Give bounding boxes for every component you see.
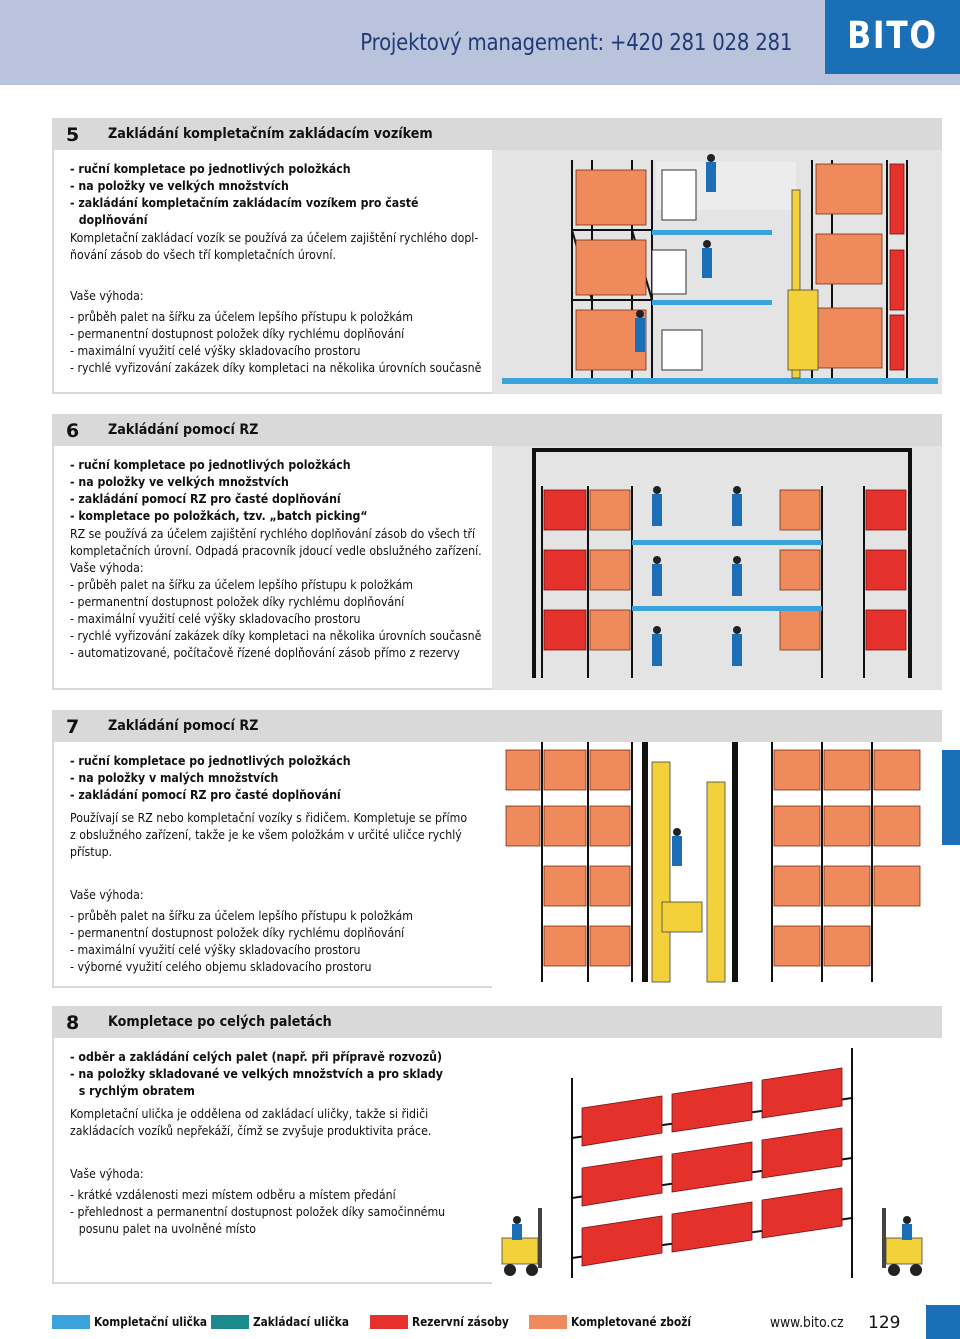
section-title: Zakládání pomocí RZ bbox=[108, 718, 259, 734]
section-number: 8 bbox=[66, 1012, 80, 1034]
advantage-label: Vaše výhoda: bbox=[70, 887, 144, 902]
bullet-line: - kompletace po položkách, tzv. „batch picking“ bbox=[70, 508, 368, 523]
advantage-line: - přehlednost a permanentní dostupnost položek díky samočinnému bbox=[70, 1204, 446, 1219]
bullet-line: - zakládání pomocí RZ pro časté doplňování bbox=[70, 787, 341, 802]
section-number: 7 bbox=[66, 716, 80, 738]
section-text bbox=[70, 1048, 446, 1237]
advantage-label: Vaše výhoda: bbox=[70, 560, 144, 575]
description-line: ňování zásob do všech tří kompletačních úrovní. bbox=[70, 247, 336, 262]
advantage-line: - permanentní dostupnost položek díky rychlému doplňování bbox=[70, 594, 405, 609]
description-line: Používají se RZ nebo kompletační vozíky s řidičem. Kompletuje se přímo bbox=[70, 810, 468, 825]
section-text bbox=[70, 160, 482, 376]
description-line: Kompletační ulička je oddělena od zakládací uličky, takže si řidiči bbox=[70, 1106, 429, 1121]
section-title: Zakládání pomocí RZ bbox=[108, 422, 259, 438]
bullet-line: - ruční kompletace po jednotlivých položkách bbox=[70, 457, 351, 472]
section-title: Zakládání kompletačním zakládacím vozíkem bbox=[108, 126, 433, 142]
advantage-line: - maximální využití celé výšky skladovacího prostoru bbox=[70, 942, 361, 957]
advantage-line: - průběh palet na šířku za účelem lepšího přístupu k položkám bbox=[70, 577, 413, 592]
section-number: 6 bbox=[66, 420, 80, 442]
illustration-panel bbox=[492, 1038, 942, 1284]
legend-label: Rezervní zásoby bbox=[412, 1315, 509, 1329]
advantage-label: Vaše výhoda: bbox=[70, 1166, 144, 1181]
illustration-panel bbox=[492, 446, 942, 690]
description-line: kompletačních úrovní. Odpadá pracovník jdoucí vedle obslužného zařízení. bbox=[70, 543, 482, 558]
illustration-order-picker-trolley bbox=[492, 150, 942, 394]
advantage-line: - průběh palet na šířku za účelem lepšího přístupu k položkám bbox=[70, 309, 413, 324]
section-6 bbox=[52, 414, 942, 690]
bullet-line: - ruční kompletace po jednotlivých položkách bbox=[70, 161, 351, 176]
page-footer bbox=[0, 1305, 960, 1339]
section-8 bbox=[52, 1006, 942, 1284]
legend-label: Zakládací ulička bbox=[253, 1315, 349, 1329]
footer-url[interactable]: www.bito.cz bbox=[770, 1315, 844, 1331]
description-line: Kompletační zakládací vozík se používá za účelem zajištění rychlého dopl- bbox=[70, 230, 479, 245]
legend-swatch-picked-goods bbox=[529, 1315, 567, 1329]
legend-label: Kompletační ulička bbox=[94, 1315, 208, 1329]
section-left-border bbox=[52, 150, 54, 394]
bullet-line: - na položky skladované ve velkých množstvích a pro sklady bbox=[70, 1066, 443, 1081]
bullet-line: - na položky v malých množstvích bbox=[70, 770, 279, 785]
advantage-line: - rychlé vyřizování zakázek díky kompletaci na několika úrovních současně bbox=[70, 628, 482, 643]
section-5 bbox=[52, 118, 942, 394]
legend-swatch-reserve-stock bbox=[370, 1315, 408, 1329]
advantage-line: - permanentní dostupnost položek díky rychlému doplňování bbox=[70, 925, 405, 940]
bullet-line: - odběr a zakládání celých palet (např. při přípravě rozvozů) bbox=[70, 1049, 442, 1064]
section-header bbox=[52, 414, 942, 446]
description-line: zakládacích vozíků nepřekáží, čímž se zvyšuje produktivita práce. bbox=[70, 1123, 432, 1138]
bullet-line: s rychlým obratem bbox=[78, 1083, 195, 1098]
legend-swatch-replenishment-aisle bbox=[211, 1315, 249, 1329]
logo-text: BITO bbox=[847, 14, 938, 57]
bullet-line: - zakládání pomocí RZ pro časté doplňování bbox=[70, 491, 341, 506]
section-text bbox=[70, 752, 468, 975]
advantage-line: - maximální využití celé výšky skladovacího prostoru bbox=[70, 611, 361, 626]
advantage-line: - permanentní dostupnost položek díky rychlému doplňování bbox=[70, 326, 405, 341]
legend-swatch-picking-aisle bbox=[52, 1315, 90, 1329]
section-number: 5 bbox=[66, 124, 80, 146]
advantage-line: - krátké vzdálenosti mezi místem odběru a místem předání bbox=[70, 1187, 396, 1202]
bullet-line: - ruční kompletace po jednotlivých položkách bbox=[70, 753, 351, 768]
section-text bbox=[70, 456, 482, 661]
bullet-line: doplňování bbox=[78, 212, 148, 227]
bullet-line: - na položky ve velkých množstvích bbox=[70, 178, 289, 193]
section-bottom-border bbox=[52, 1282, 492, 1284]
section-header bbox=[52, 710, 942, 742]
header-title: Projektový management: +420 281 028 281 bbox=[360, 30, 792, 56]
illustration-panel bbox=[492, 150, 942, 394]
page-number: 129 bbox=[868, 1313, 901, 1333]
advantage-line: - průběh palet na šířku za účelem lepšího přístupu k položkám bbox=[70, 908, 413, 923]
advantage-line: - rychlé vyřizování zakázek díky kompletaci na několika úrovních současně bbox=[70, 360, 482, 375]
section-left-border bbox=[52, 446, 54, 690]
advantage-line: - maximální využití celé výšky skladovacího prostoru bbox=[70, 343, 361, 358]
section-left-border bbox=[52, 1038, 54, 1284]
section-bottom-border bbox=[52, 986, 492, 988]
advantage-line: posunu palet na uvolněné místo bbox=[78, 1221, 257, 1236]
advantage-line: - výborné využití celého objemu skladovacího prostoru bbox=[70, 959, 372, 974]
bito-logo bbox=[825, 0, 960, 74]
illustration-order-picker-machines bbox=[492, 742, 942, 988]
section-title: Kompletace po celých paletách bbox=[108, 1014, 332, 1030]
legend-label: Kompletované zboží bbox=[571, 1315, 691, 1329]
advantage-line: - automatizované, počítačově řízené doplňování zásob přímo z rezervy bbox=[70, 645, 460, 660]
bullet-line: - zakládání kompletačním zakládacím vozíkem pro časté bbox=[70, 195, 419, 210]
illustration-panel bbox=[492, 742, 942, 988]
section-bottom-border bbox=[52, 688, 492, 690]
illustration-pallet-flow-racking bbox=[492, 1038, 942, 1284]
illustration-storage-retrieval-machine bbox=[492, 446, 942, 690]
section-7 bbox=[52, 710, 942, 988]
page-header bbox=[0, 0, 960, 85]
description-line: z obslužného zařízení, takže je ke všem položkám v určité uličce rychlý bbox=[70, 827, 462, 842]
section-header bbox=[52, 118, 942, 150]
footer-bar bbox=[926, 1305, 960, 1339]
section-header bbox=[52, 1006, 942, 1038]
section-left-border bbox=[52, 742, 54, 988]
bullet-line: - na položky ve velkých množstvích bbox=[70, 474, 289, 489]
section-bottom-border bbox=[52, 392, 492, 394]
description-line: RZ se používá za účelem zajištění rychlého doplňování zásob do všech tří bbox=[70, 526, 476, 541]
description-line: přístup. bbox=[70, 844, 113, 859]
advantage-label: Vaše výhoda: bbox=[70, 288, 144, 303]
